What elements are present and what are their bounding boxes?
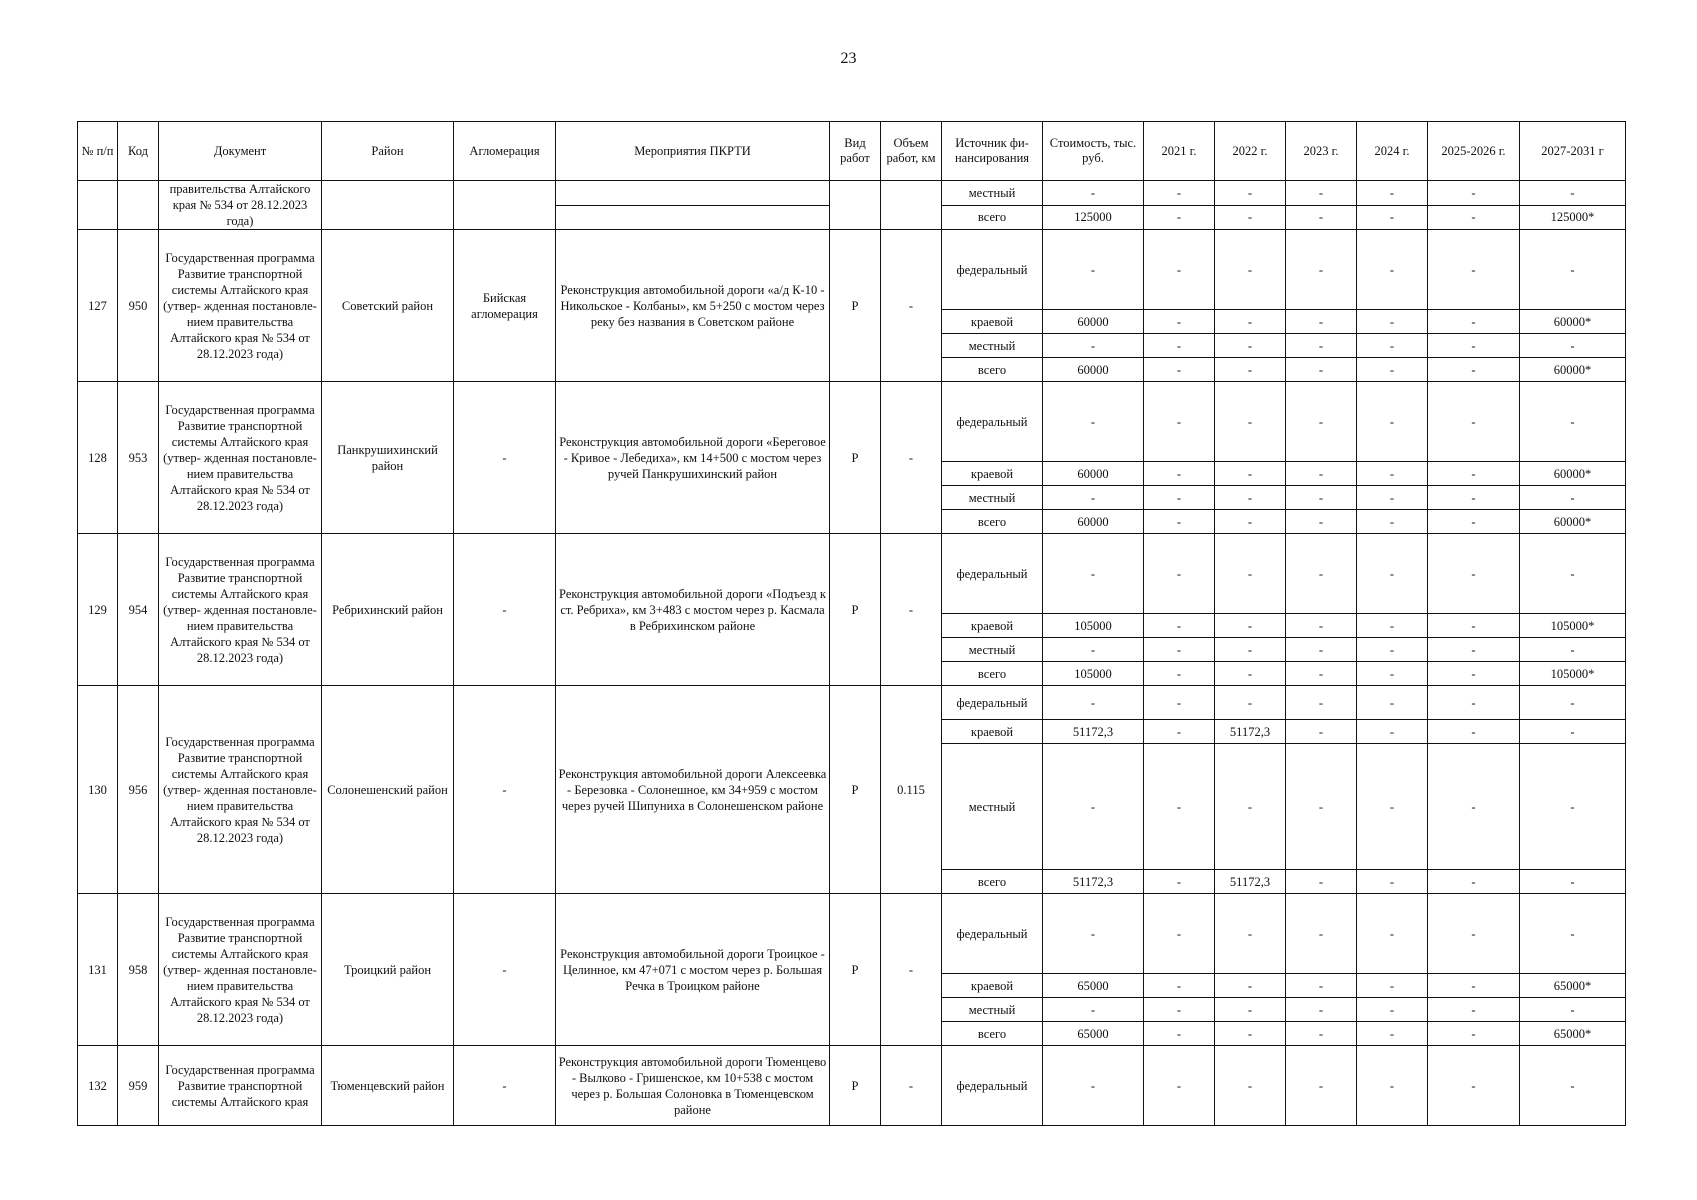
cell-2022: - [1215,638,1286,662]
cell-2025-2026: - [1428,382,1520,462]
cell-2025-2026: - [1428,744,1520,870]
header-code: Код [118,122,159,181]
cell-2023: - [1286,686,1357,720]
cell-2025-2026: - [1428,334,1520,358]
cell-2023: - [1286,230,1357,310]
cell-document: Государственная программа Развитие транспортной системы Алтайского края (утвер- жденная постановле- нием правительства Алтайского края № 534 от 28.12.2023 года) [159,686,322,894]
cell-agglomeration: - [454,534,556,686]
cell-2024: - [1357,486,1428,510]
cell-2024: - [1357,181,1428,206]
cell-2027-2031: - [1520,870,1626,894]
cell-activity [556,205,830,230]
cell-2023: - [1286,870,1357,894]
table-row [78,382,1626,462]
cell-district: Троицкий район [322,894,454,1046]
cell-cost: - [1043,334,1144,358]
cell-agglomeration: - [454,1046,556,1126]
cell-2023: - [1286,974,1357,998]
cell-2024: - [1357,334,1428,358]
cell-district: Солонешенский район [322,686,454,894]
cell-cost: - [1043,686,1144,720]
cell-2022: - [1215,510,1286,534]
cell-cost: 60000 [1043,310,1144,334]
cell-2027-2031: 60000* [1520,310,1626,334]
cell-2027-2031: - [1520,534,1626,614]
cell-document: Государственная программа Развитие транспортной системы Алтайского края [159,1046,322,1126]
cell-2021: - [1144,614,1215,638]
cell-code [118,181,159,230]
cell-2021: - [1144,974,1215,998]
cell-num: 128 [78,382,118,534]
cell-2022: 51172,3 [1215,870,1286,894]
cell-2025-2026: - [1428,486,1520,510]
cell-2021: - [1144,230,1215,310]
cell-work-type: Р [830,1046,881,1126]
cell-source: федеральный [942,894,1043,974]
cell-cost: 51172,3 [1043,720,1144,744]
cell-2027-2031: - [1520,638,1626,662]
cell-2027-2031: 60000* [1520,462,1626,486]
cell-2024: - [1357,1022,1428,1046]
cell-cost: 65000 [1043,1022,1144,1046]
cell-2027-2031: - [1520,382,1626,462]
cell-source: местный [942,744,1043,870]
cell-2027-2031: 65000* [1520,1022,1626,1046]
cell-2025-2026: - [1428,510,1520,534]
cell-cost: 60000 [1043,358,1144,382]
cell-num: 130 [78,686,118,894]
cell-2027-2031: 60000* [1520,358,1626,382]
cell-cost: 65000 [1043,974,1144,998]
cell-activity: Реконструкция автомобильной дороги «Подъезд к ст. Ребриха», км 3+483 с мостом через р. Касмала в Ребрихинском районе [556,534,830,686]
cell-code: 959 [118,1046,159,1126]
header-2027-2031: 2027-2031 г [1520,122,1626,181]
cell-cost: 60000 [1043,510,1144,534]
cell-cost: - [1043,1046,1144,1126]
cell-2024: - [1357,662,1428,686]
page-number: 23 [840,50,857,67]
cell-volume: - [881,382,942,534]
cell-source: всего [942,205,1043,230]
cell-2022: - [1215,614,1286,638]
cell-2022: - [1215,998,1286,1022]
cell-2024: - [1357,744,1428,870]
cell-agglomeration: - [454,686,556,894]
cell-2022: - [1215,1022,1286,1046]
cell-2025-2026: - [1428,1046,1520,1126]
cell-2023: - [1286,1046,1357,1126]
table-row [78,181,1626,206]
cell-2024: - [1357,894,1428,974]
cell-document: Государственная программа Развитие транспортной системы Алтайского края (утвер- жденная постановле- нием правительства Алтайского края № 534 от 28.12.2023 года) [159,894,322,1046]
cell-2024: - [1357,686,1428,720]
cell-cost: - [1043,486,1144,510]
table-row [78,230,1626,310]
cell-2025-2026: - [1428,638,1520,662]
cell-2022: - [1215,486,1286,510]
cell-2021: - [1144,181,1215,206]
cell-2023: - [1286,510,1357,534]
cell-2021: - [1144,358,1215,382]
cell-2024: - [1357,230,1428,310]
cell-volume: - [881,1046,942,1126]
header-2021: 2021 г. [1144,122,1215,181]
cell-2025-2026: - [1428,662,1520,686]
cell-2024: - [1357,614,1428,638]
cell-cost: - [1043,230,1144,310]
cell-2021: - [1144,662,1215,686]
cell-2025-2026: - [1428,310,1520,334]
cell-2022: - [1215,382,1286,462]
cell-2024: - [1357,510,1428,534]
cell-2021: - [1144,686,1215,720]
header-document: Документ [159,122,322,181]
cell-2025-2026: - [1428,462,1520,486]
cell-work-type: Р [830,382,881,534]
cell-2021: - [1144,1046,1215,1126]
cell-2023: - [1286,534,1357,614]
cell-2025-2026: - [1428,894,1520,974]
header-district: Район [322,122,454,181]
cell-activity: Реконструкция автомобильной дороги Троицкое - Целинное, км 47+071 с мостом через р. Большая Речка в Троицком районе [556,894,830,1046]
cell-2021: - [1144,638,1215,662]
cell-2024: - [1357,382,1428,462]
cell-2022: - [1215,462,1286,486]
cell-2023: - [1286,894,1357,974]
cell-2024: - [1357,870,1428,894]
cell-num: 131 [78,894,118,1046]
cell-code: 950 [118,230,159,382]
table-row [78,1046,1626,1126]
cell-2024: - [1357,974,1428,998]
cell-2022: - [1215,744,1286,870]
table-row [78,534,1626,614]
cell-cost: - [1043,638,1144,662]
header-2023: 2023 г. [1286,122,1357,181]
cell-code: 953 [118,382,159,534]
cell-district [322,181,454,230]
cell-volume: - [881,534,942,686]
cell-2025-2026: - [1428,998,1520,1022]
cell-2022: - [1215,534,1286,614]
cell-2024: - [1357,358,1428,382]
cell-agglomeration: Бийская агломерация [454,230,556,382]
cell-source: федеральный [942,534,1043,614]
cell-cost: - [1043,744,1144,870]
cell-activity: Реконструкция автомобильной дороги Тюменцево - Вылково - Гришенское, км 10+538 с мостом через р. Большая Солоновка в Тюменцевском районе [556,1046,830,1126]
cell-volume: - [881,894,942,1046]
cell-2027-2031: - [1520,486,1626,510]
cell-cost: 60000 [1043,462,1144,486]
program-table [77,121,1626,1126]
cell-2022: - [1215,205,1286,230]
cell-num: 127 [78,230,118,382]
cell-2023: - [1286,486,1357,510]
cell-2023: - [1286,744,1357,870]
cell-2021: - [1144,534,1215,614]
cell-source: федеральный [942,230,1043,310]
header-work-type: Вид работ [830,122,881,181]
cell-2025-2026: - [1428,1022,1520,1046]
cell-2024: - [1357,534,1428,614]
cell-2024: - [1357,310,1428,334]
cell-2027-2031: 65000* [1520,974,1626,998]
cell-code: 956 [118,686,159,894]
cell-2022: - [1215,974,1286,998]
cell-2022: - [1215,686,1286,720]
header-2022: 2022 г. [1215,122,1286,181]
cell-work-type: Р [830,534,881,686]
cell-2021: - [1144,334,1215,358]
cell-agglomeration: - [454,894,556,1046]
cell-source: федеральный [942,382,1043,462]
cell-2023: - [1286,181,1357,206]
header-source: Источник фи- нансирования [942,122,1043,181]
table-row [78,894,1626,974]
header-volume: Объем работ, км [881,122,942,181]
cell-2025-2026: - [1428,358,1520,382]
cell-2023: - [1286,614,1357,638]
cell-2025-2026: - [1428,870,1520,894]
cell-district: Советский район [322,230,454,382]
cell-document: Государственная программа Развитие транспортной системы Алтайского края (утвер- жденная постановле- нием правительства Алтайского края № 534 от 28.12.2023 года) [159,230,322,382]
cell-cost: - [1043,382,1144,462]
cell-2021: - [1144,510,1215,534]
cell-2025-2026: - [1428,720,1520,744]
cell-2021: - [1144,382,1215,462]
cell-2021: - [1144,894,1215,974]
cell-2022: - [1215,1046,1286,1126]
cell-source: краевой [942,462,1043,486]
cell-source: местный [942,998,1043,1022]
cell-2023: - [1286,1022,1357,1046]
cell-2027-2031: - [1520,1046,1626,1126]
cell-document: правительства Алтайского края № 534 от 28.12.2023 года) [159,181,322,230]
cell-num: 132 [78,1046,118,1126]
cell-2027-2031: - [1520,998,1626,1022]
cell-2023: - [1286,334,1357,358]
cell-work-type: Р [830,230,881,382]
cell-2024: - [1357,462,1428,486]
cell-code: 954 [118,534,159,686]
cell-cost: - [1043,181,1144,206]
cell-district: Панкрушихинский район [322,382,454,534]
cell-2023: - [1286,358,1357,382]
cell-2024: - [1357,1046,1428,1126]
cell-2021: - [1144,1022,1215,1046]
cell-source: краевой [942,310,1043,334]
cell-cost: - [1043,998,1144,1022]
cell-2027-2031: - [1520,686,1626,720]
cell-source: всего [942,870,1043,894]
header-row [78,122,1626,181]
cell-work-type [830,181,881,230]
cell-source: местный [942,486,1043,510]
table-row [78,686,1626,720]
cell-2021: - [1144,310,1215,334]
cell-2027-2031: 105000* [1520,662,1626,686]
table-body [78,181,1626,1126]
cell-district: Тюменцевский район [322,1046,454,1126]
header-num: № п/п [78,122,118,181]
cell-cost: 51172,3 [1043,870,1144,894]
header-agglomeration: Агломерация [454,122,556,181]
cell-agglomeration: - [454,382,556,534]
header-2024: 2024 г. [1357,122,1428,181]
cell-source: местный [942,181,1043,206]
cell-2027-2031: - [1520,334,1626,358]
cell-2025-2026: - [1428,534,1520,614]
cell-num [78,181,118,230]
cell-cost: - [1043,534,1144,614]
cell-2027-2031: 105000* [1520,614,1626,638]
cell-2021: - [1144,205,1215,230]
cell-2022: - [1215,662,1286,686]
cell-activity: Реконструкция автомобильной дороги «Береговое - Кривое - Лебедиха», км 14+500 с мостом через ручей Панкрушихинский район [556,382,830,534]
cell-2021: - [1144,486,1215,510]
cell-2022: - [1215,334,1286,358]
cell-2022: - [1215,894,1286,974]
cell-2022: 51172,3 [1215,720,1286,744]
cell-2024: - [1357,998,1428,1022]
cell-2024: - [1357,205,1428,230]
cell-2027-2031: - [1520,720,1626,744]
cell-volume: - [881,230,942,382]
header-cost: Стоимость, тыс. руб. [1043,122,1144,181]
cell-2025-2026: - [1428,181,1520,206]
cell-2027-2031: - [1520,181,1626,206]
header-2025-2026: 2025-2026 г. [1428,122,1520,181]
cell-2022: - [1215,358,1286,382]
cell-2023: - [1286,662,1357,686]
cell-work-type: Р [830,894,881,1046]
cell-2023: - [1286,382,1357,462]
cell-2021: - [1144,998,1215,1022]
cell-source: всего [942,358,1043,382]
cell-2024: - [1357,720,1428,744]
cell-cost: 105000 [1043,662,1144,686]
cell-2022: - [1215,230,1286,310]
cell-2022: - [1215,310,1286,334]
cell-2022: - [1215,181,1286,206]
cell-work-type: Р [830,686,881,894]
cell-activity: Реконструкция автомобильной дороги Алексеевка - Березовка - Солонешное, км 34+959 с мостом через ручей Шипуниха в Солонешенском районе [556,686,830,894]
cell-2021: - [1144,744,1215,870]
cell-2025-2026: - [1428,205,1520,230]
cell-2027-2031: 125000* [1520,205,1626,230]
cell-2021: - [1144,720,1215,744]
cell-document: Государственная программа Развитие транспортной системы Алтайского края (утвер- жденная постановле- нием правительства Алтайского края № 534 от 28.12.2023 года) [159,382,322,534]
cell-num: 129 [78,534,118,686]
cell-activity: Реконструкция автомобильной дороги «а/д К-10 - Никольское - Колбаны», км 5+250 с мостом через реку без названия в Советском районе [556,230,830,382]
cell-source: всего [942,1022,1043,1046]
cell-2027-2031: - [1520,230,1626,310]
cell-source: краевой [942,974,1043,998]
cell-2023: - [1286,462,1357,486]
cell-volume: 0.115 [881,686,942,894]
cell-source: краевой [942,614,1043,638]
cell-agglomeration [454,181,556,230]
cell-2027-2031: - [1520,894,1626,974]
cell-source: местный [942,638,1043,662]
cell-source: краевой [942,720,1043,744]
cell-source: федеральный [942,1046,1043,1126]
cell-cost: 105000 [1043,614,1144,638]
cell-source: всего [942,510,1043,534]
cell-2023: - [1286,998,1357,1022]
cell-2021: - [1144,462,1215,486]
cell-2023: - [1286,310,1357,334]
cell-district: Ребрихинский район [322,534,454,686]
cell-2025-2026: - [1428,974,1520,998]
cell-document: Государственная программа Развитие транспортной системы Алтайского края (утвер- жденная постановле- нием правительства Алтайского края № 534 от 28.12.2023 года) [159,534,322,686]
cell-2023: - [1286,638,1357,662]
cell-volume [881,181,942,230]
cell-source: местный [942,334,1043,358]
cell-2027-2031: 60000* [1520,510,1626,534]
cell-2027-2031: - [1520,744,1626,870]
cell-2023: - [1286,720,1357,744]
cell-2024: - [1357,638,1428,662]
header-activity: Мероприятия ПКРТИ [556,122,830,181]
cell-cost: - [1043,894,1144,974]
cell-2021: - [1144,870,1215,894]
cell-source: федеральный [942,686,1043,720]
cell-code: 958 [118,894,159,1046]
cell-2025-2026: - [1428,614,1520,638]
cell-2025-2026: - [1428,230,1520,310]
cell-2023: - [1286,205,1357,230]
cell-activity [556,181,830,206]
cell-source: всего [942,662,1043,686]
cell-cost: 125000 [1043,205,1144,230]
cell-2025-2026: - [1428,686,1520,720]
